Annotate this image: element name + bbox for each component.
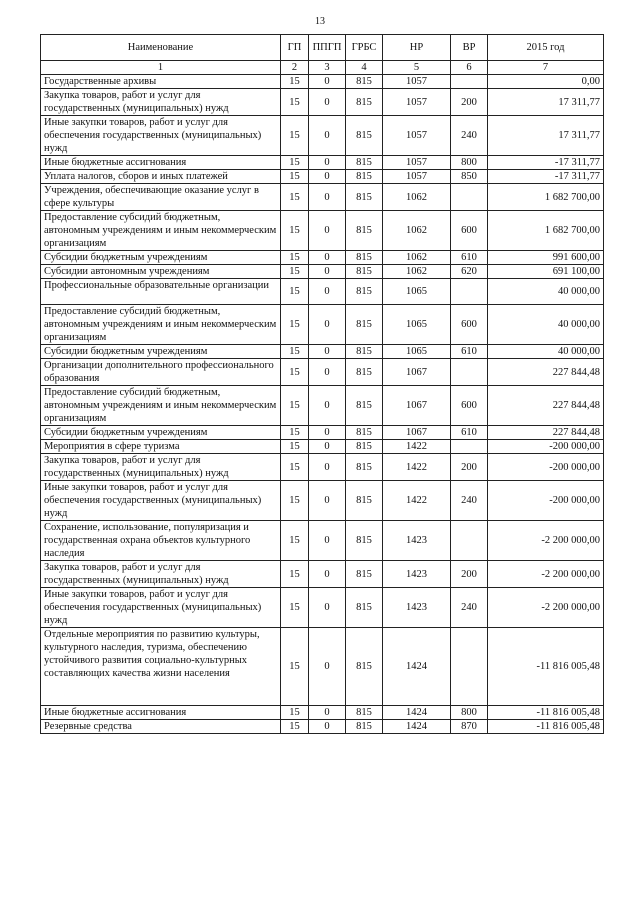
row-gp: 15 <box>281 305 309 345</box>
row-ppgp: 0 <box>309 426 346 440</box>
row-ppgp: 0 <box>309 628 346 706</box>
row-name: Отдельные мероприятия по развитию культуры, культурного наследия, туризма, обеспечению устойчивого развития социально-культурных составляющих качества жизни населения <box>41 628 281 706</box>
row-vr: 610 <box>451 426 488 440</box>
row-gp: 15 <box>281 156 309 170</box>
row-ppgp: 0 <box>309 454 346 481</box>
table-row <box>41 706 604 720</box>
row-nr: 1423 <box>383 561 451 588</box>
row-amount: -2 200 000,00 <box>488 588 604 628</box>
row-vr: 600 <box>451 211 488 251</box>
table-row <box>41 454 604 481</box>
row-nr: 1065 <box>383 345 451 359</box>
row-amount: 40 000,00 <box>488 305 604 345</box>
page-number: 13 <box>315 16 325 27</box>
index-cell: 6 <box>451 61 488 75</box>
row-grbs: 815 <box>346 156 383 170</box>
row-name: Государственные архивы <box>41 75 281 89</box>
row-vr: 240 <box>451 481 488 521</box>
table-row <box>41 481 604 521</box>
table-row <box>41 561 604 588</box>
row-amount: 1 682 700,00 <box>488 184 604 211</box>
row-nr: 1424 <box>383 706 451 720</box>
header-name: Наименование <box>41 35 281 61</box>
row-name: Иные закупки товаров, работ и услуг для обеспечения государственных (муниципальных) нужд <box>41 481 281 521</box>
row-nr: 1057 <box>383 75 451 89</box>
row-grbs: 815 <box>346 481 383 521</box>
budget-table <box>40 34 604 734</box>
row-nr: 1065 <box>383 305 451 345</box>
row-gp: 15 <box>281 426 309 440</box>
row-nr: 1065 <box>383 279 451 305</box>
row-vr: 240 <box>451 116 488 156</box>
row-name: Субсидии автономным учреждениям <box>41 265 281 279</box>
table-row <box>41 720 604 734</box>
row-ppgp: 0 <box>309 211 346 251</box>
row-vr <box>451 521 488 561</box>
row-gp: 15 <box>281 251 309 265</box>
row-amount: -200 000,00 <box>488 440 604 454</box>
row-amount: 0,00 <box>488 75 604 89</box>
row-name: Закупка товаров, работ и услуг для государственных (муниципальных) нужд <box>41 561 281 588</box>
row-amount: -2 200 000,00 <box>488 561 604 588</box>
row-amount: 691 100,00 <box>488 265 604 279</box>
table-row <box>41 305 604 345</box>
row-gp: 15 <box>281 184 309 211</box>
row-amount: 227 844,48 <box>488 359 604 386</box>
row-grbs: 815 <box>346 305 383 345</box>
header-gp: ГП <box>281 35 309 61</box>
row-ppgp: 0 <box>309 706 346 720</box>
row-nr: 1422 <box>383 454 451 481</box>
row-amount: -200 000,00 <box>488 454 604 481</box>
row-name: Субсидии бюджетным учреждениям <box>41 426 281 440</box>
row-vr: 200 <box>451 454 488 481</box>
row-amount: 227 844,48 <box>488 386 604 426</box>
index-cell: 3 <box>309 61 346 75</box>
row-name: Иные закупки товаров, работ и услуг для обеспечения государственных (муниципальных) нужд <box>41 588 281 628</box>
table-row <box>41 628 604 706</box>
row-ppgp: 0 <box>309 265 346 279</box>
row-ppgp: 0 <box>309 279 346 305</box>
row-amount: -11 816 005,48 <box>488 706 604 720</box>
row-ppgp: 0 <box>309 170 346 184</box>
row-vr <box>451 628 488 706</box>
row-grbs: 815 <box>346 265 383 279</box>
row-name: Субсидии бюджетным учреждениям <box>41 345 281 359</box>
row-name: Профессиональные образовательные организации <box>41 279 281 305</box>
row-vr <box>451 440 488 454</box>
header-ppgp: ППГП <box>309 35 346 61</box>
row-vr: 240 <box>451 588 488 628</box>
row-name: Организации дополнительного профессионального образования <box>41 359 281 386</box>
row-nr: 1423 <box>383 588 451 628</box>
row-gp: 15 <box>281 75 309 89</box>
index-cell: 2 <box>281 61 309 75</box>
index-cell: 4 <box>346 61 383 75</box>
row-ppgp: 0 <box>309 386 346 426</box>
row-ppgp: 0 <box>309 359 346 386</box>
table-row <box>41 279 604 305</box>
row-vr <box>451 279 488 305</box>
row-vr <box>451 75 488 89</box>
row-grbs: 815 <box>346 561 383 588</box>
row-amount: 40 000,00 <box>488 279 604 305</box>
row-ppgp: 0 <box>309 345 346 359</box>
row-ppgp: 0 <box>309 561 346 588</box>
row-ppgp: 0 <box>309 116 346 156</box>
row-amount: 17 311,77 <box>488 116 604 156</box>
row-vr: 850 <box>451 170 488 184</box>
row-grbs: 815 <box>346 426 383 440</box>
row-name: Предоставление субсидий бюджетным, автономным учреждениям и иным некоммерческим организациям <box>41 386 281 426</box>
row-amount: -17 311,77 <box>488 156 604 170</box>
row-name: Закупка товаров, работ и услуг для государственных (муниципальных) нужд <box>41 89 281 116</box>
row-nr: 1062 <box>383 184 451 211</box>
row-ppgp: 0 <box>309 588 346 628</box>
index-cell: 5 <box>383 61 451 75</box>
row-grbs: 815 <box>346 628 383 706</box>
row-ppgp: 0 <box>309 75 346 89</box>
table-row <box>41 265 604 279</box>
row-grbs: 815 <box>346 588 383 628</box>
row-gp: 15 <box>281 170 309 184</box>
row-grbs: 815 <box>346 279 383 305</box>
row-amount: -200 000,00 <box>488 481 604 521</box>
row-name: Иные закупки товаров, работ и услуг для обеспечения государственных (муниципальных) нужд <box>41 116 281 156</box>
row-nr: 1067 <box>383 386 451 426</box>
row-amount: -17 311,77 <box>488 170 604 184</box>
row-nr: 1067 <box>383 359 451 386</box>
row-name: Субсидии бюджетным учреждениям <box>41 251 281 265</box>
row-nr: 1062 <box>383 211 451 251</box>
row-name: Резервные средства <box>41 720 281 734</box>
row-nr: 1423 <box>383 521 451 561</box>
table-row <box>41 75 604 89</box>
row-gp: 15 <box>281 561 309 588</box>
table-row <box>41 386 604 426</box>
row-gp: 15 <box>281 211 309 251</box>
row-grbs: 815 <box>346 454 383 481</box>
row-vr: 200 <box>451 561 488 588</box>
row-amount: -11 816 005,48 <box>488 628 604 706</box>
row-grbs: 815 <box>346 440 383 454</box>
row-grbs: 815 <box>346 345 383 359</box>
row-gp: 15 <box>281 116 309 156</box>
row-name: Иные бюджетные ассигнования <box>41 706 281 720</box>
row-ppgp: 0 <box>309 184 346 211</box>
row-grbs: 815 <box>346 386 383 426</box>
row-name: Предоставление субсидий бюджетным, автономным учреждениям и иным некоммерческим организациям <box>41 305 281 345</box>
row-amount: 1 682 700,00 <box>488 211 604 251</box>
header-grbs: ГРБС <box>346 35 383 61</box>
table-row <box>41 521 604 561</box>
index-cell: 7 <box>488 61 604 75</box>
row-gp: 15 <box>281 481 309 521</box>
row-nr: 1424 <box>383 628 451 706</box>
row-ppgp: 0 <box>309 156 346 170</box>
header-row <box>41 35 604 61</box>
row-gp: 15 <box>281 359 309 386</box>
row-nr: 1424 <box>383 720 451 734</box>
row-grbs: 815 <box>346 359 383 386</box>
table-row <box>41 588 604 628</box>
row-gp: 15 <box>281 454 309 481</box>
row-nr: 1062 <box>383 265 451 279</box>
row-gp: 15 <box>281 386 309 426</box>
table-row <box>41 184 604 211</box>
row-name: Сохранение, использование, популяризация и государственная охрана объектов культурного наследия <box>41 521 281 561</box>
row-gp: 15 <box>281 265 309 279</box>
row-vr: 800 <box>451 156 488 170</box>
row-name: Учреждения, обеспечивающие оказание услуг в сфере культуры <box>41 184 281 211</box>
table-row <box>41 251 604 265</box>
row-vr: 600 <box>451 386 488 426</box>
row-nr: 1057 <box>383 116 451 156</box>
row-ppgp: 0 <box>309 251 346 265</box>
row-vr: 200 <box>451 89 488 116</box>
row-name: Предоставление субсидий бюджетным, автономным учреждениям и иным некоммерческим организациям <box>41 211 281 251</box>
row-vr: 800 <box>451 706 488 720</box>
row-grbs: 815 <box>346 521 383 561</box>
row-name: Уплата налогов, сборов и иных платежей <box>41 170 281 184</box>
row-vr: 610 <box>451 251 488 265</box>
row-gp: 15 <box>281 345 309 359</box>
index-cell: 1 <box>41 61 281 75</box>
row-nr: 1057 <box>383 89 451 116</box>
row-amount: 40 000,00 <box>488 345 604 359</box>
table-row <box>41 156 604 170</box>
table-row <box>41 345 604 359</box>
row-nr: 1422 <box>383 481 451 521</box>
row-vr <box>451 359 488 386</box>
row-grbs: 815 <box>346 89 383 116</box>
row-nr: 1062 <box>383 251 451 265</box>
row-grbs: 815 <box>346 116 383 156</box>
row-nr: 1067 <box>383 426 451 440</box>
table-row <box>41 116 604 156</box>
row-vr: 600 <box>451 305 488 345</box>
header-nr: НР <box>383 35 451 61</box>
row-grbs: 815 <box>346 706 383 720</box>
row-amount: 227 844,48 <box>488 426 604 440</box>
row-grbs: 815 <box>346 251 383 265</box>
row-grbs: 815 <box>346 184 383 211</box>
row-ppgp: 0 <box>309 305 346 345</box>
row-gp: 15 <box>281 440 309 454</box>
row-amount: -2 200 000,00 <box>488 521 604 561</box>
index-row <box>41 61 604 75</box>
row-ppgp: 0 <box>309 481 346 521</box>
row-ppgp: 0 <box>309 521 346 561</box>
table-row <box>41 89 604 116</box>
row-name: Закупка товаров, работ и услуг для государственных (муниципальных) нужд <box>41 454 281 481</box>
row-vr: 610 <box>451 345 488 359</box>
row-nr: 1422 <box>383 440 451 454</box>
row-amount: 991 600,00 <box>488 251 604 265</box>
row-amount: -11 816 005,48 <box>488 720 604 734</box>
row-grbs: 815 <box>346 170 383 184</box>
row-gp: 15 <box>281 706 309 720</box>
row-grbs: 815 <box>346 211 383 251</box>
row-ppgp: 0 <box>309 440 346 454</box>
table-row <box>41 440 604 454</box>
table-row <box>41 170 604 184</box>
row-gp: 15 <box>281 720 309 734</box>
table-row <box>41 211 604 251</box>
table-row <box>41 359 604 386</box>
row-gp: 15 <box>281 89 309 116</box>
row-grbs: 815 <box>346 720 383 734</box>
row-name: Мероприятия в сфере туризма <box>41 440 281 454</box>
row-gp: 15 <box>281 521 309 561</box>
row-gp: 15 <box>281 588 309 628</box>
row-grbs: 815 <box>346 75 383 89</box>
row-name: Иные бюджетные ассигнования <box>41 156 281 170</box>
row-gp: 15 <box>281 279 309 305</box>
row-amount: 17 311,77 <box>488 89 604 116</box>
row-vr: 870 <box>451 720 488 734</box>
header-vr: ВР <box>451 35 488 61</box>
row-vr: 620 <box>451 265 488 279</box>
row-gp: 15 <box>281 628 309 706</box>
row-nr: 1057 <box>383 170 451 184</box>
row-nr: 1057 <box>383 156 451 170</box>
header-year: 2015 год <box>488 35 604 61</box>
table-row <box>41 426 604 440</box>
row-ppgp: 0 <box>309 89 346 116</box>
row-vr <box>451 184 488 211</box>
row-ppgp: 0 <box>309 720 346 734</box>
